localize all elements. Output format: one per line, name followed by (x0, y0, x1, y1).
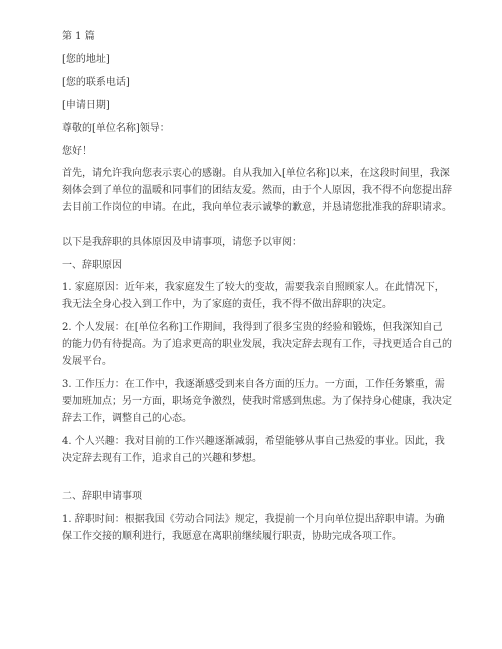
section-title-reasons: 一、辞职原因 (62, 260, 122, 271)
reason-item-pressure: 3. 工作压力：在工作中，我逐渐感受到来自各方面的压力。一方面，工作任务繁重，需要加班加点；另一方面，职场竞争激烈，使我时常感到焦虑。为了保持身心健康，我决定辞去工作，调整自己的心态。 (62, 379, 452, 424)
date-placeholder: [申请日期] (62, 100, 110, 111)
reason-item-development: 2. 个人发展：在[单位名称]工作期间，我得到了很多宝贵的经验和锻炼，但我深知自己的能力仍有待提高。为了追求更高的职业发展，我决定辞去现有工作，寻找更适合自己的发展平台。 (62, 322, 452, 367)
application-item-time: 1. 辞职时间：根据我国《劳动合同法》规定，我提前一个月向单位提出辞职申请。为确保工作交接的顺利进行，我愿意在离职前继续履行职责，协助完成各项工作。 (62, 514, 445, 542)
preface-paragraph: 以下是我辞职的具体原因及申请事项，请您予以审阅： (62, 237, 302, 248)
section-title-application: 二、辞职申请事项 (62, 491, 142, 502)
reason-item-family: 1. 家庭原因：近年来，我家庭发生了较大的变故，需要我亲自照顾家人。在此情况下，我无法全身心投入到工作中，为了家庭的责任，我不得不做出辞职的决定。 (62, 282, 445, 310)
intro-paragraph: 首先，请允许我向您表示衷心的感谢。自从我加入[单位名称]以来，在这段时间里，我深刻体会到了单位的温暖和同事们的团结友爱。然而，由于个人原因，我不得不向您提出辞去目前工作岗位的申请。在此，我向单位表示诚挚的歉意，并恳请您批准我的辞职请求。 (62, 168, 452, 213)
address-placeholder: [您的地址] (62, 54, 110, 65)
salutation: 尊敬的[单位名称]领导： (62, 123, 170, 134)
greeting: 您好！ (62, 146, 92, 157)
document-heading: 第 1 篇 (62, 31, 95, 42)
reason-item-interest: 4. 个人兴趣：我对目前的工作兴趣逐渐减弱，希望能够从事自己热爱的事业。因此，我决定辞去现有工作，追求自己的兴趣和梦想。 (62, 436, 445, 464)
phone-placeholder: [您的联系电话] (62, 77, 130, 88)
